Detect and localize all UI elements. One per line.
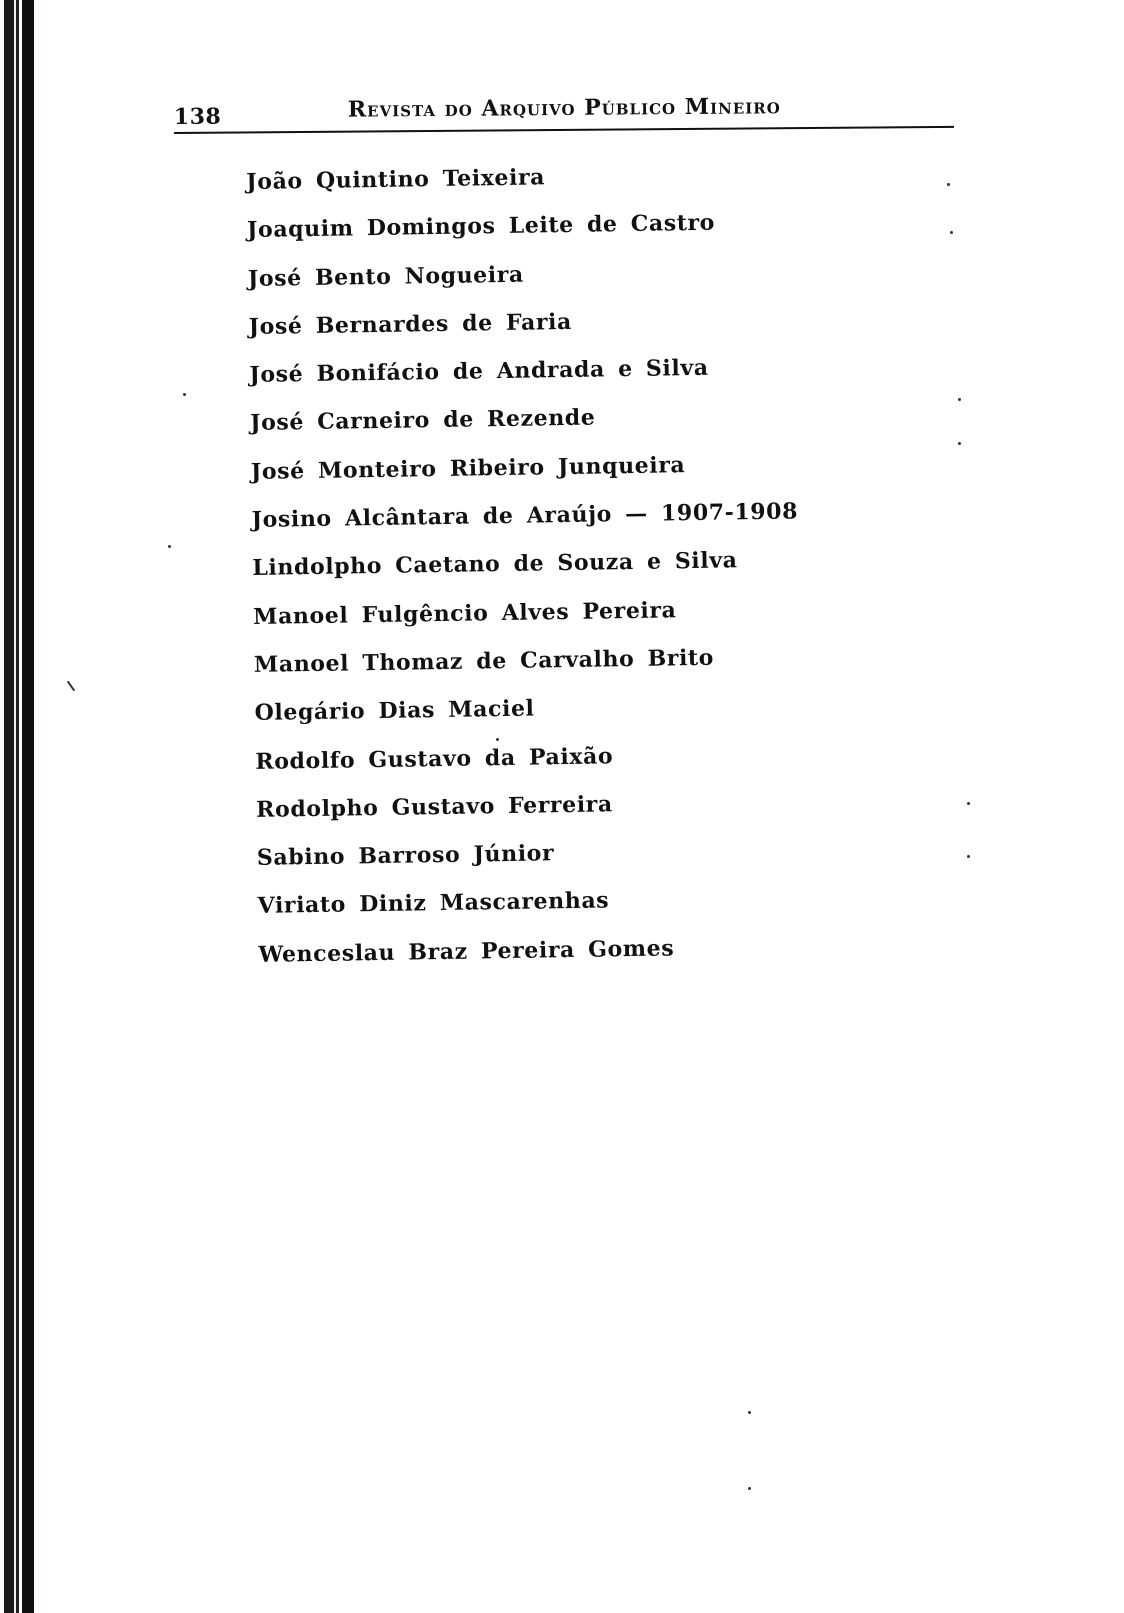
scan-speck bbox=[748, 1411, 751, 1414]
header-rule bbox=[174, 126, 954, 134]
scan-speck bbox=[168, 545, 171, 548]
list-item: Josino Alcântara de Araújo — 1907-1908 bbox=[251, 498, 799, 534]
list-item: José Bernardes de Faria bbox=[248, 308, 573, 340]
scan-speck bbox=[958, 398, 961, 401]
scan-speck bbox=[967, 855, 970, 858]
page-number: 138 bbox=[173, 103, 222, 131]
list-item: Wenceslau Braz Pereira Gomes bbox=[258, 935, 675, 968]
list-item: Rodolpho Gustavo Ferreira bbox=[255, 791, 613, 823]
running-title: Revista do Arquivo Público Mineiro bbox=[347, 93, 781, 123]
list-item: Joaquim Domingos Leite de Castro bbox=[246, 209, 716, 244]
list-item: Viriato Diniz Mascarenhas bbox=[257, 887, 610, 920]
page-header bbox=[174, 86, 964, 132]
scan-speck bbox=[958, 442, 961, 445]
list-item: Sabino Barroso Júnior bbox=[256, 840, 555, 872]
scan-speck bbox=[947, 183, 950, 186]
list-item: José Monteiro Ribeiro Junqueira bbox=[250, 451, 686, 485]
book-spine-shadow bbox=[0, 0, 44, 1613]
list-item: Olegário Dias Maciel bbox=[254, 695, 535, 727]
scan-speck bbox=[950, 231, 953, 234]
scan-speck bbox=[748, 1487, 751, 1490]
list-item: Manoel Thomaz de Carvalho Brito bbox=[253, 644, 715, 678]
list-item: João Quintino Teixeira bbox=[246, 164, 546, 195]
scan-speck bbox=[183, 393, 186, 396]
list-item: José Carneiro de Rezende bbox=[249, 405, 596, 437]
list-item: Lindolpho Caetano de Souza e Silva bbox=[252, 547, 738, 582]
name-list bbox=[246, 153, 805, 983]
scan-speck bbox=[67, 681, 76, 692]
scan-speck bbox=[967, 802, 970, 805]
list-item: Rodolfo Gustavo da Paixão bbox=[255, 742, 614, 775]
list-item: José Bento Nogueira bbox=[247, 261, 524, 292]
scan-speck bbox=[496, 738, 499, 741]
list-item: José Bonifácio de Andrada e Silva bbox=[249, 354, 709, 389]
list-item: Manoel Fulgêncio Alves Pereira bbox=[252, 596, 677, 630]
